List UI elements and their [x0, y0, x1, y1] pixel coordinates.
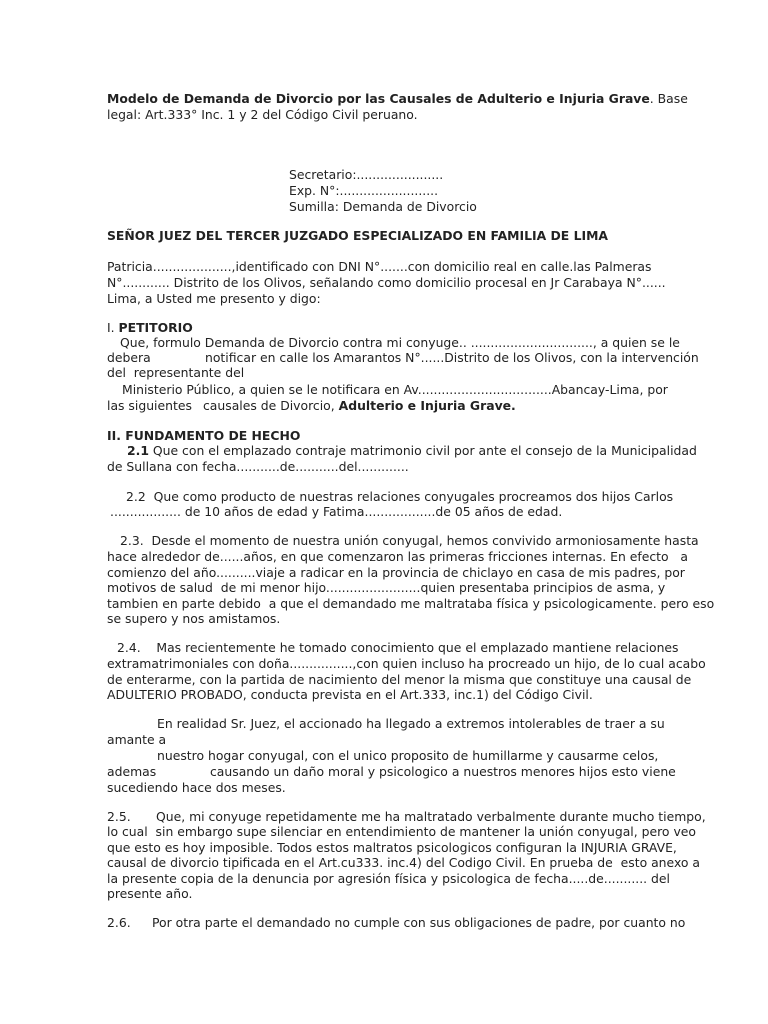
legal-basis: legal: Art.333° Inc. 1 y 2 del Código Civil peruano. — [107, 107, 418, 122]
intro-line-1: Patricia....................,identificado con DNI N°.......con domicilio real en calle.las Palmeras — [107, 259, 652, 274]
para-2-4-line-2: extramatrimoniales con doña................,con quien incluso ha procreado un hijo, de lo cual acabo — [107, 656, 706, 671]
sumilla-line: Sumilla: Demanda de Divorcio — [289, 199, 477, 214]
para-2-2-line-2: .................. de 10 años de edad y Fatima..................de 05 años de edad. — [110, 504, 563, 519]
causales-text: causales de Divorcio, — [203, 398, 339, 413]
para-2-5-line-5: la presente copia de la denuncia por agresión física y psicologica de fecha.....de........... del — [107, 871, 670, 886]
para-2-4b-line-4b: causando un daño moral y psicologico a nuestros menores hijos esto viene — [210, 764, 676, 779]
para-2-1-line-1 — [127, 443, 697, 459]
petitorio-line-4: Ministerio Público, a quien se le notificara en Av..................................Abancay-Lima, por — [122, 382, 668, 397]
para-2-3-line-6: se supero y nos amistamos. — [107, 611, 281, 626]
para-2-4b-line-2: amante a — [107, 732, 167, 747]
para-2-5-line-1: Que, mi conyuge repetidamente me ha maltratado verbalmente durante mucho tiempo, — [156, 809, 706, 824]
para-2-4-line-1: 2.4. Mas recientemente he tomado conocimiento que el emplazado mantiene relaciones — [117, 640, 679, 655]
para-2-4b-line-3: nuestro hogar conyugal, con el unico proposito de humillarme y causarme celos, — [157, 748, 659, 763]
fundamento-heading: II. FUNDAMENTO DE HECHO — [107, 428, 301, 443]
para-2-3-line-5: tambien en parte debido a que el demandado me maltrataba física y psicologicamente. pero eso — [107, 596, 715, 611]
para-2-5-line-6: presente año. — [107, 886, 193, 901]
petitorio-title: PETITORIO — [118, 320, 193, 335]
para-2-5-line-2: lo cual sin embargo supe silenciar en entendimiento de mantener la unión conyugal, pero veo — [107, 824, 696, 839]
causales-bold: Adulterio e Injuria Grave. — [338, 398, 516, 413]
petitorio-line-2a: debera — [107, 350, 151, 365]
para-2-1-line-2: de Sullana con fecha...........de...........del............. — [107, 459, 409, 474]
court-heading: SEÑOR JUEZ DEL TERCER JUZGADO ESPECIALIZADO EN FAMILIA DE LIMA — [107, 228, 609, 243]
title-rest: . Base — [649, 91, 688, 106]
para-2-4-line-4: ADULTERIO PROBADO, conducta prevista en el Art.333, inc.1) del Código Civil. — [107, 687, 593, 702]
intro-line-3: Lima, a Usted me presento y digo: — [107, 291, 321, 306]
petitorio-line-3: del representante del — [107, 365, 245, 380]
para-2-5-line-3: que esto es hoy imposible. Todos estos maltratos psicologicos configuran la INJURIA GRAVE, — [107, 840, 677, 855]
petitorio-heading — [107, 320, 193, 336]
petitorio-line-5 — [203, 398, 516, 414]
secretario-line: Secretario:...................... — [289, 167, 444, 182]
petitorio-line-1: Que, formulo Demanda de Divorcio contra mi conyuge.. ..............................., a quien se le — [120, 335, 680, 350]
petitorio-line-5a: las siguientes — [107, 398, 192, 413]
document-title — [107, 91, 688, 107]
petitorio-number: I. — [107, 320, 119, 335]
para-2-5-line-4: causal de divorcio tipificada en el Art.cu333. inc.4) del Codigo Civil. En prueba de esto anexo a — [107, 855, 701, 870]
para-2-1-number: 2.1 — [127, 443, 149, 458]
title-bold: Modelo de Demanda de Divorcio por las Causales de Adulterio e Injuria Grave — [107, 91, 650, 106]
expediente-line: Exp. N°:......................... — [289, 183, 439, 198]
para-2-3-line-4: motivos de salud de mi menor hijo........................quien presentaba principios de asma, y — [107, 580, 666, 595]
para-2-4b-line-5: sucediendo hace dos meses. — [107, 780, 286, 795]
intro-line-2: N°............ Distrito de los Olivos, señalando como domicilio procesal en Jr Carabaya N°...... — [107, 275, 666, 290]
petitorio-line-2b: notificar en calle los Amarantos N°......Distrito de los Olivos, con la intervención — [205, 350, 699, 365]
para-2-1-text: Que con el emplazado contraje matrimonio civil por ante el consejo de la Municipalidad — [148, 443, 697, 458]
para-2-2-line-1: 2.2 Que como producto de nuestras relaciones conyugales procreamos dos hijos Carlos — [126, 489, 674, 504]
para-2-4b-line-4a: ademas — [107, 764, 157, 779]
para-2-5-number: 2.5. — [107, 809, 131, 824]
para-2-4b-line-1: En realidad Sr. Juez, el accionado ha llegado a extremos intolerables de traer a su — [157, 716, 665, 731]
para-2-6-line-1: Por otra parte el demandado no cumple con sus obligaciones de padre, por cuanto no — [152, 915, 686, 930]
para-2-3-line-2: hace alrededor de......años, en que comenzaron las primeras fricciones internas. En efecto a — [107, 549, 689, 564]
para-2-4-line-3: de enterarme, con la partida de nacimiento del menor la misma que constituye una causal de — [107, 672, 692, 687]
para-2-3-line-3: comienzo del año..........viaje a radicar en la provincia de chiclayo en casa de mis padres, por — [107, 565, 685, 580]
para-2-6-number: 2.6. — [107, 915, 131, 930]
para-2-3-line-1: 2.3. Desde el momento de nuestra unión conyugal, hemos convivido armoniosamente hasta — [120, 533, 699, 548]
